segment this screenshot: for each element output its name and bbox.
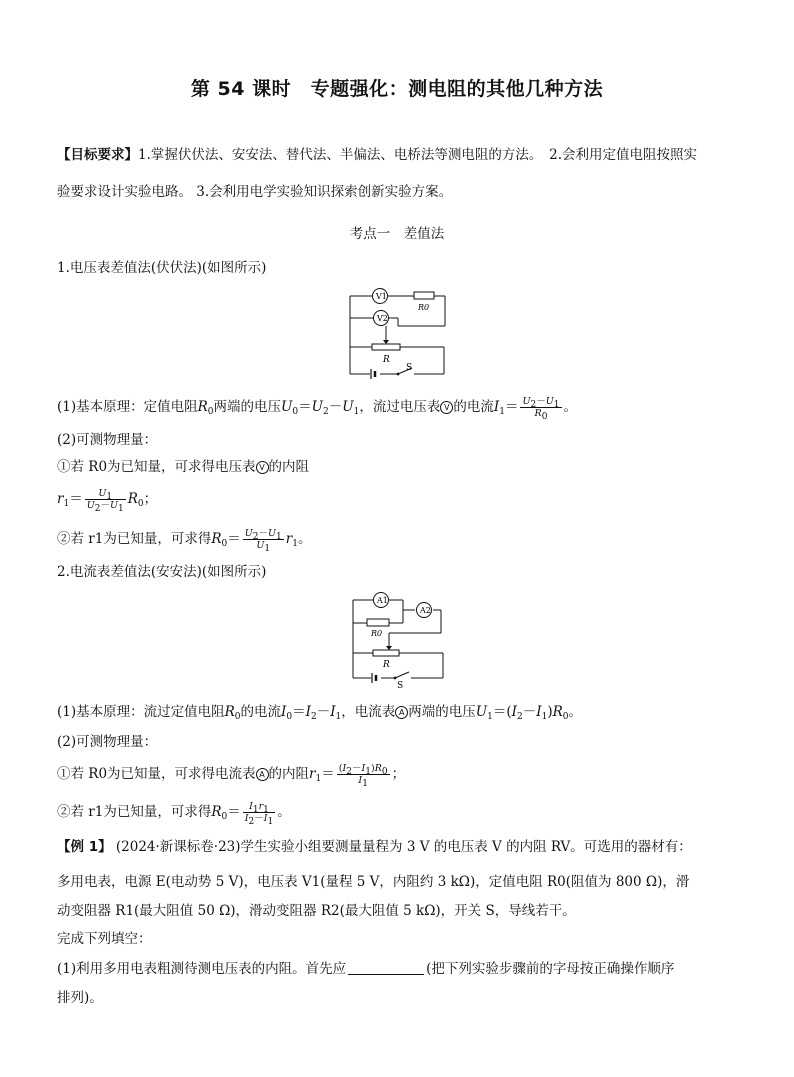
example-line-3: 动变阻器 R1(最大阻值 50 Ω)，滑动变阻器 R2(最大阻值 5 kΩ)，开关 S，导线若干。	[57, 903, 576, 919]
part1-case-2: ②若 r1为已知量，可求得$R_0=$ $\frac{U_2-U_1}{U_1}$ $r_1$。	[57, 528, 312, 554]
voltmeter-icon: V	[256, 461, 269, 474]
answer-blank[interactable]	[348, 962, 424, 975]
part2-measurable: (2)可测物理量：	[57, 734, 158, 750]
section-heading: 考点一 差值法	[349, 226, 445, 242]
part2-case-1: ①若 R0为已知量，可求得电流表 A 的内阻$r_1=$ $\frac{(I_2-I_1)R_0}{I_1}$ ；	[57, 763, 406, 789]
r-label: R	[383, 660, 390, 670]
r-label: R	[383, 355, 390, 365]
example-line-1: 【例 1】 (2024·新课标卷·23)学生实验小组要测量量程为 3 V 的电压表 V 的内阻 RV。可选用的器材有：	[57, 839, 692, 855]
switch-s-label: S	[406, 363, 413, 373]
rheostat-r-symbol	[373, 650, 399, 656]
part2-principle: (1)基本原理：流过定值电阻$R_0$的电流$I_0=I_2-I_1$，电流表 A 两端的电压$U_1=(I_2-I_1)R_0$。	[57, 704, 583, 722]
circuit-diagram-voltmeter	[340, 284, 455, 384]
example-line-6: 排列)。	[57, 990, 103, 1006]
ammeter-icon: A	[256, 768, 269, 781]
rheostat-r-symbol	[372, 344, 400, 350]
ammeter-a1-label: A1	[377, 596, 388, 605]
slider-arrow-icon	[383, 340, 389, 344]
part1-formula-r1: $r_1=$ $\frac{U_1}{U_2-U_1}$ $R_0$；	[57, 488, 158, 514]
goals-line-1	[57, 146, 697, 164]
ammeter-icon: A	[395, 706, 408, 719]
goals-label: 【目标要求】	[57, 147, 138, 163]
example-line-4: 完成下列填空：	[57, 931, 152, 947]
resistor-r0-symbol	[367, 619, 389, 626]
resistor-r0-symbol	[414, 292, 434, 299]
part2-heading: 2.电流表差值法(安安法)(如图所示)	[57, 564, 267, 580]
part1-heading: 1.电压表差值法(伏伏法)(如图所示)	[57, 260, 267, 276]
switch-s-label: S	[397, 681, 404, 688]
goals-text-1: 1.掌握伏伏法、安安法、替代法、半偏法、电桥法等测电阻的方法。 2.会利用定值电阻按照实	[138, 147, 698, 163]
r0-label: R0	[418, 303, 430, 312]
ammeter-a2-label: A2	[420, 606, 431, 615]
example-label: 【例 1】	[57, 839, 112, 855]
r0-label: R0	[371, 629, 383, 638]
voltmeter-icon: V	[440, 401, 453, 414]
part1-principle: (1)基本原理：定值电阻$R_0$两端的电压$U_0=U_2-U_1$，流过电压表 V 的电流$I_1=$ $\frac{U_2-U_1}{R_0}$ 。	[57, 396, 577, 422]
page-title: 第 54 课时 专题强化：测电阻的其他几种方法	[190, 78, 604, 100]
part1-measurable: (2)可测物理量：	[57, 432, 158, 448]
slider-arrow-icon	[386, 646, 392, 650]
goals-line-2: 验要求设计实验电路。 3.会利用电学实验知识探索创新实验方案。	[57, 184, 453, 200]
voltmeter-v2-label: V2	[377, 314, 388, 323]
voltmeter-v1-label: V1	[376, 292, 387, 301]
example-line-5: (1)利用多用电表粗测待测电压表的内阻。首先应 (把下列实验步骤前的字母按正确操作顺序	[57, 961, 675, 977]
part2-case-2: ②若 r1为已知量，可求得$R_0=$ $\frac{I_1r_1}{I_2-I_1}$ 。	[57, 801, 291, 827]
part1-case-1: ①若 R0为已知量，可求得电压表 V 的内阻	[57, 459, 310, 475]
circuit-diagram-ammeter	[343, 588, 453, 688]
example-line-2: 多用电表，电源 E(电动势 5 V)，电压表 V1(量程 5 V，内阻约 3 kΩ)，定值电阻 R0(阻值为 800 Ω)，滑	[57, 874, 690, 890]
